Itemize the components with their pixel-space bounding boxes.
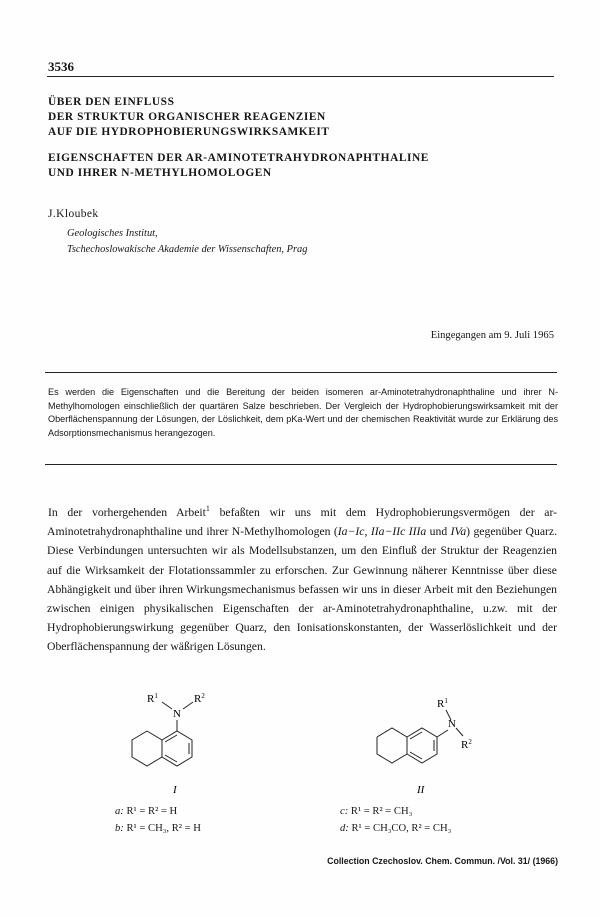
author-name: J.Kloubek bbox=[48, 208, 99, 220]
header-rule bbox=[47, 76, 554, 77]
structure-I bbox=[100, 690, 260, 800]
legend-key-c: c: bbox=[340, 806, 349, 817]
ring-left bbox=[132, 731, 162, 766]
title-line-4: EIGENSCHAFTEN DER AR-AMINOTETRAHYDRONAPHTHALINE bbox=[48, 152, 429, 164]
affiliation-line-2: Tschechoslowakische Akademie der Wissenschaften, Prag bbox=[67, 244, 308, 255]
n-label: N bbox=[173, 708, 181, 720]
aromatic-double-bond bbox=[410, 752, 422, 759]
separator: , bbox=[364, 525, 371, 539]
aromatic-double-bond bbox=[165, 735, 177, 742]
compound-ref-4: IVa bbox=[450, 525, 467, 539]
compound-Ib-legend bbox=[115, 823, 201, 834]
ring-right bbox=[407, 728, 437, 763]
abstract-rule-bottom bbox=[45, 464, 557, 465]
r2-label: $R^2$ bbox=[194, 692, 205, 705]
structure-II bbox=[345, 690, 505, 800]
compound-ref-3: IIIa bbox=[408, 525, 427, 539]
reference-marker: 1 bbox=[205, 504, 210, 513]
legend-key-a: a: bbox=[115, 806, 124, 817]
r1-label: $R^1$ bbox=[437, 697, 448, 710]
legend-key-d: d: bbox=[340, 823, 349, 834]
journal-citation: Collection Czechoslov. Chem. Commun. /Vol. 31/ (1966) bbox=[327, 856, 558, 866]
compound-IIc-legend bbox=[340, 806, 412, 817]
compound-ref-1: Ia−Ic bbox=[337, 525, 365, 539]
aromatic-double-bond bbox=[410, 732, 422, 739]
nr2-bond bbox=[456, 728, 463, 736]
legend-key-b: b: bbox=[115, 823, 124, 834]
legend-text-c: R¹ = R² = CH₃ bbox=[350, 806, 413, 817]
abstract-rule-top bbox=[45, 372, 557, 373]
compound-ref-2: IIa−IIc bbox=[370, 525, 406, 539]
title-line-3: AUF DIE HYDROPHOBIERUNGSWIRKSAMKEIT bbox=[48, 126, 330, 138]
compound-Ia-legend bbox=[115, 806, 177, 817]
ring-right bbox=[162, 731, 192, 766]
title-line-2: DER STRUKTUR ORGANISCHER REAGENZIEN bbox=[48, 111, 326, 123]
r2-label: $R^2$ bbox=[461, 738, 472, 751]
r1-label: $R^1$ bbox=[147, 692, 158, 705]
received-date: Eingegangen am 9. Juli 1965 bbox=[430, 330, 554, 341]
aromatic-double-bond bbox=[165, 755, 177, 762]
body-text-2: befaßten wir uns mit dem Hydrophobierungsvermögen der ar-Aminotetrahydronaphthaline und ihrer N-Methylhomologen ( bbox=[47, 505, 557, 539]
title-line-1: ÜBER DEN EINFLUSS bbox=[48, 96, 175, 108]
title-line-5: UND IHRER N-METHYLHOMOLOGEN bbox=[48, 167, 272, 179]
separator: und bbox=[426, 525, 451, 539]
cn-bond bbox=[437, 730, 448, 737]
legend-text-b: R¹ = CH₃, R² = H bbox=[126, 823, 201, 834]
legend-text-a: R¹ = R² = H bbox=[126, 806, 178, 817]
page-number: 3536 bbox=[48, 59, 74, 74]
compound-label-II: II bbox=[417, 784, 425, 796]
ring-left bbox=[377, 728, 407, 763]
n-label: N bbox=[448, 718, 456, 730]
body-text-1: In der vorhergehenden Arbeit bbox=[48, 505, 206, 519]
compound-label-I: I bbox=[173, 784, 177, 796]
nr1-bond bbox=[162, 702, 172, 709]
body-text-3: ) gegenüber Quarz. Diese Verbindungen untersuchten wir als Modellsubstanzen, um den Einfluß der Struktur der Reagenzien auf die Wirksamkeit der Flotationssammler zu erforschen. Zur Gewinnung näherer Kenntnisse über diese Abhängigkeit und über ihren Wirkungsmechanismus befassen wir uns in dieser Arbeit mit den Beziehungen zwischen einigen physikalischen Eigenschaften der ar-Aminotetrahydronaphthaline, u.zw. mit der Hydrophobierungswirkung gegenüber Quarz, den Ionisationskonstanten, der Wasserlöslichkeit und der Oberflächenspannung der wäßrigen Lösungen. bbox=[47, 525, 558, 654]
body-paragraph bbox=[47, 499, 557, 657]
affiliation-line-1: Geologisches Institut, bbox=[67, 228, 158, 239]
compound-IId-legend bbox=[340, 823, 451, 834]
legend-text-d: R¹ = CH₃CO, R² = CH₃ bbox=[351, 823, 452, 834]
abstract: Es werden die Eigenschaften und die Bereitung der beiden isomeren ar-Aminotetrahydronaphthaline und ihrer N-Methylhomologen einschließlich der quartären Salze beschrieben. Der Vergleich der Hydrophobierungswirksamkeit mit der Oberflächenspannung der Lösungen, der Löslichkeit, dem pKa-Wert und der chemischen Reaktivität wurde zur Erklärung des Adsorptionsmechanismus herangezogen. bbox=[48, 387, 558, 438]
nr2-bond bbox=[183, 702, 193, 709]
